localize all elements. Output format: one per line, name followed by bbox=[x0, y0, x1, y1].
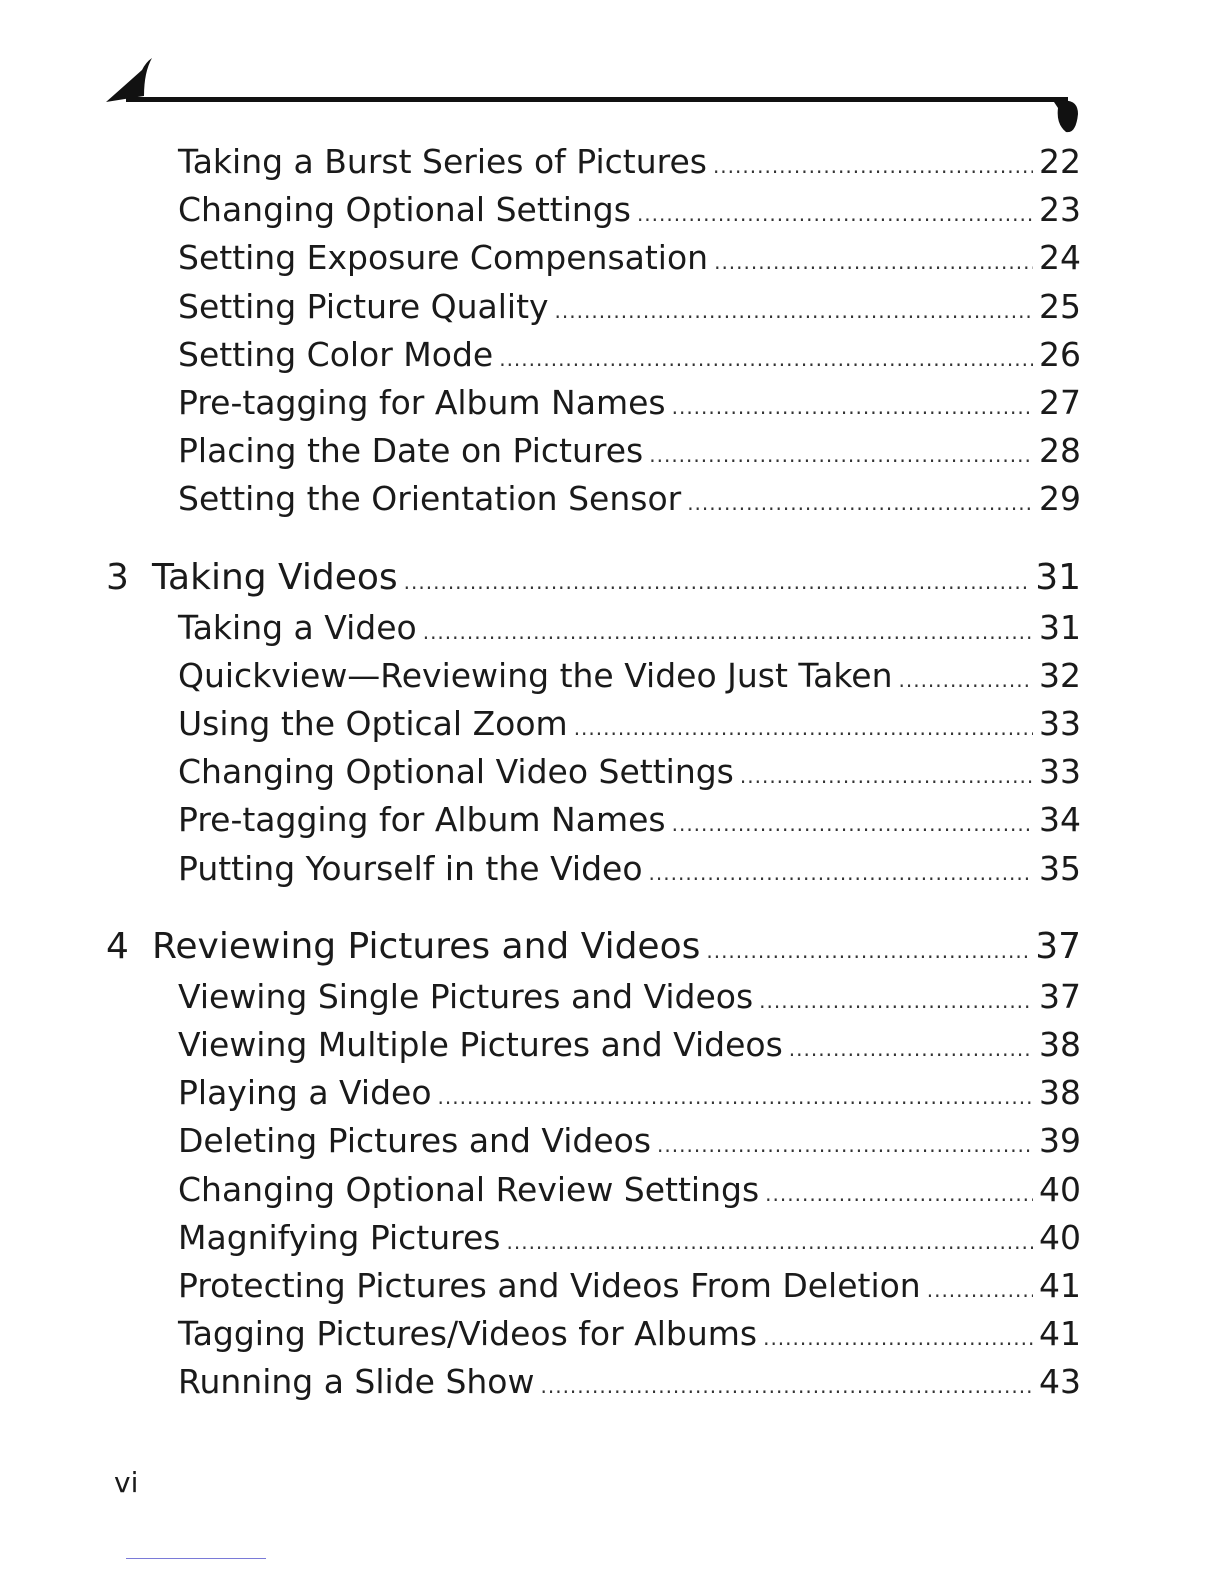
dot-leader bbox=[789, 1025, 1033, 1073]
entry-title: Changing Optional Review Settings bbox=[178, 1169, 760, 1209]
toc-entry bbox=[178, 652, 1081, 700]
entry-title: Quickview—Reviewing the Video Just Taken bbox=[178, 655, 893, 695]
dot-leader bbox=[555, 287, 1033, 335]
page-reference: 27 bbox=[1039, 383, 1081, 422]
dot-leader bbox=[541, 1362, 1034, 1410]
dot-leader bbox=[765, 1170, 1033, 1218]
dot-leader bbox=[574, 704, 1033, 752]
chapter-title: Reviewing Pictures and Videos bbox=[152, 925, 701, 967]
toc-entry bbox=[178, 1310, 1081, 1358]
page-reference: 40 bbox=[1039, 1169, 1081, 1209]
page-reference: 26 bbox=[1039, 334, 1081, 374]
toc-entry bbox=[178, 604, 1081, 652]
entry-title: Using the Optical Zoom bbox=[178, 704, 568, 743]
toc-entry bbox=[178, 138, 1081, 186]
dot-leader bbox=[649, 849, 1033, 897]
entry-title: Taking a Burst Series of Pictures bbox=[178, 142, 707, 181]
toc-entry bbox=[178, 748, 1081, 796]
page-reference: 24 bbox=[1039, 238, 1081, 278]
header-end-ornament bbox=[1054, 101, 1078, 133]
toc-entry bbox=[178, 1214, 1081, 1262]
dot-leader bbox=[507, 1218, 1034, 1266]
dot-leader bbox=[423, 608, 1033, 656]
page-reference: 28 bbox=[1039, 431, 1081, 471]
page-reference: 43 bbox=[1039, 1362, 1081, 1402]
entry-title: Putting Yourself in the Video bbox=[178, 848, 643, 888]
toc-entry bbox=[178, 1069, 1081, 1117]
toc-entry bbox=[178, 1358, 1081, 1406]
header-line bbox=[126, 97, 1068, 102]
toc-entry bbox=[178, 700, 1081, 748]
toc-entry bbox=[178, 796, 1081, 844]
dot-leader bbox=[672, 800, 1033, 848]
dot-leader bbox=[672, 383, 1033, 431]
entry-title: Playing a Video bbox=[178, 1073, 432, 1113]
page-reference: 29 bbox=[1039, 479, 1081, 519]
entry-title: Setting the Orientation Sensor bbox=[178, 479, 682, 519]
dot-leader bbox=[657, 1121, 1033, 1169]
entry-title: Deleting Pictures and Videos bbox=[178, 1121, 652, 1161]
toc-entry bbox=[178, 331, 1081, 379]
toc-chapter-entry bbox=[106, 921, 1081, 973]
page-reference: 41 bbox=[1039, 1266, 1081, 1305]
dot-leader bbox=[404, 556, 1030, 608]
toc-entry bbox=[178, 973, 1081, 1021]
page-reference: 37 bbox=[1035, 925, 1081, 967]
page-reference: 41 bbox=[1039, 1314, 1081, 1354]
chapter-number: 3 bbox=[106, 556, 129, 598]
entry-title: Setting Exposure Compensation bbox=[178, 238, 709, 278]
entry-title: Tagging Pictures/Videos for Albums bbox=[178, 1314, 758, 1354]
entry-title: Changing Optional Video Settings bbox=[178, 752, 734, 792]
page-reference: 37 bbox=[1039, 976, 1081, 1016]
dot-leader bbox=[438, 1073, 1033, 1121]
entry-title: Setting Picture Quality bbox=[178, 286, 549, 326]
page-reference: 33 bbox=[1039, 704, 1081, 743]
footer-line bbox=[126, 1558, 266, 1559]
page-reference: 40 bbox=[1039, 1217, 1081, 1257]
dot-leader bbox=[687, 479, 1033, 527]
dot-leader bbox=[637, 190, 1033, 238]
page-reference: 23 bbox=[1039, 190, 1081, 230]
toc-chapter-entry bbox=[106, 552, 1081, 604]
entry-title: Pre-tagging for Album Names bbox=[178, 800, 666, 840]
page-reference: 33 bbox=[1039, 752, 1081, 792]
header-swoosh-ornament bbox=[106, 58, 152, 102]
entry-title: Setting Color Mode bbox=[178, 334, 494, 374]
entry-title: Changing Optional Settings bbox=[178, 190, 631, 230]
page-reference: 34 bbox=[1039, 800, 1081, 840]
entry-title: Viewing Single Pictures and Videos bbox=[178, 976, 754, 1016]
toc-entry bbox=[178, 1262, 1081, 1310]
page-reference: 25 bbox=[1039, 286, 1081, 326]
toc-entry bbox=[178, 234, 1081, 282]
dot-leader bbox=[706, 925, 1029, 977]
dot-leader bbox=[759, 977, 1033, 1025]
page-reference: 31 bbox=[1039, 607, 1081, 647]
toc-entry bbox=[178, 1166, 1081, 1214]
dot-leader bbox=[649, 431, 1033, 479]
dot-leader bbox=[763, 1314, 1033, 1362]
header-rule bbox=[106, 58, 1082, 138]
chapter-title: Taking Videos bbox=[152, 556, 398, 598]
chapter-number: 4 bbox=[106, 925, 129, 967]
toc-entry bbox=[178, 427, 1081, 475]
page-reference: 38 bbox=[1039, 1073, 1081, 1113]
entry-title: Placing the Date on Pictures bbox=[178, 431, 644, 471]
page-reference: 31 bbox=[1035, 556, 1081, 598]
toc-entry bbox=[178, 186, 1081, 234]
toc-entry bbox=[178, 1117, 1081, 1165]
entry-title: Running a Slide Show bbox=[178, 1362, 535, 1402]
entry-title: Magnifying Pictures bbox=[178, 1217, 501, 1257]
entry-title: Viewing Multiple Pictures and Videos bbox=[178, 1025, 783, 1064]
dot-leader bbox=[499, 335, 1033, 383]
entry-title: Pre-tagging for Album Names bbox=[178, 383, 666, 422]
dot-leader bbox=[740, 752, 1033, 800]
page-number: vi bbox=[114, 1466, 139, 1499]
dot-leader bbox=[899, 656, 1034, 704]
dot-leader bbox=[714, 238, 1033, 286]
toc-entry bbox=[178, 283, 1081, 331]
page-reference: 39 bbox=[1039, 1121, 1081, 1161]
dot-leader bbox=[713, 142, 1033, 190]
page-reference: 35 bbox=[1039, 848, 1081, 888]
entry-title: Taking a Video bbox=[178, 607, 417, 647]
toc-entry bbox=[178, 1021, 1081, 1069]
toc-entry bbox=[178, 475, 1081, 523]
toc-entry bbox=[178, 845, 1081, 893]
page-reference: 32 bbox=[1039, 655, 1081, 695]
page-reference: 22 bbox=[1039, 142, 1081, 181]
page-reference: 38 bbox=[1039, 1025, 1081, 1064]
dot-leader bbox=[927, 1266, 1033, 1314]
entry-title: Protecting Pictures and Videos From Deletion bbox=[178, 1266, 921, 1305]
toc-entry bbox=[178, 379, 1081, 427]
